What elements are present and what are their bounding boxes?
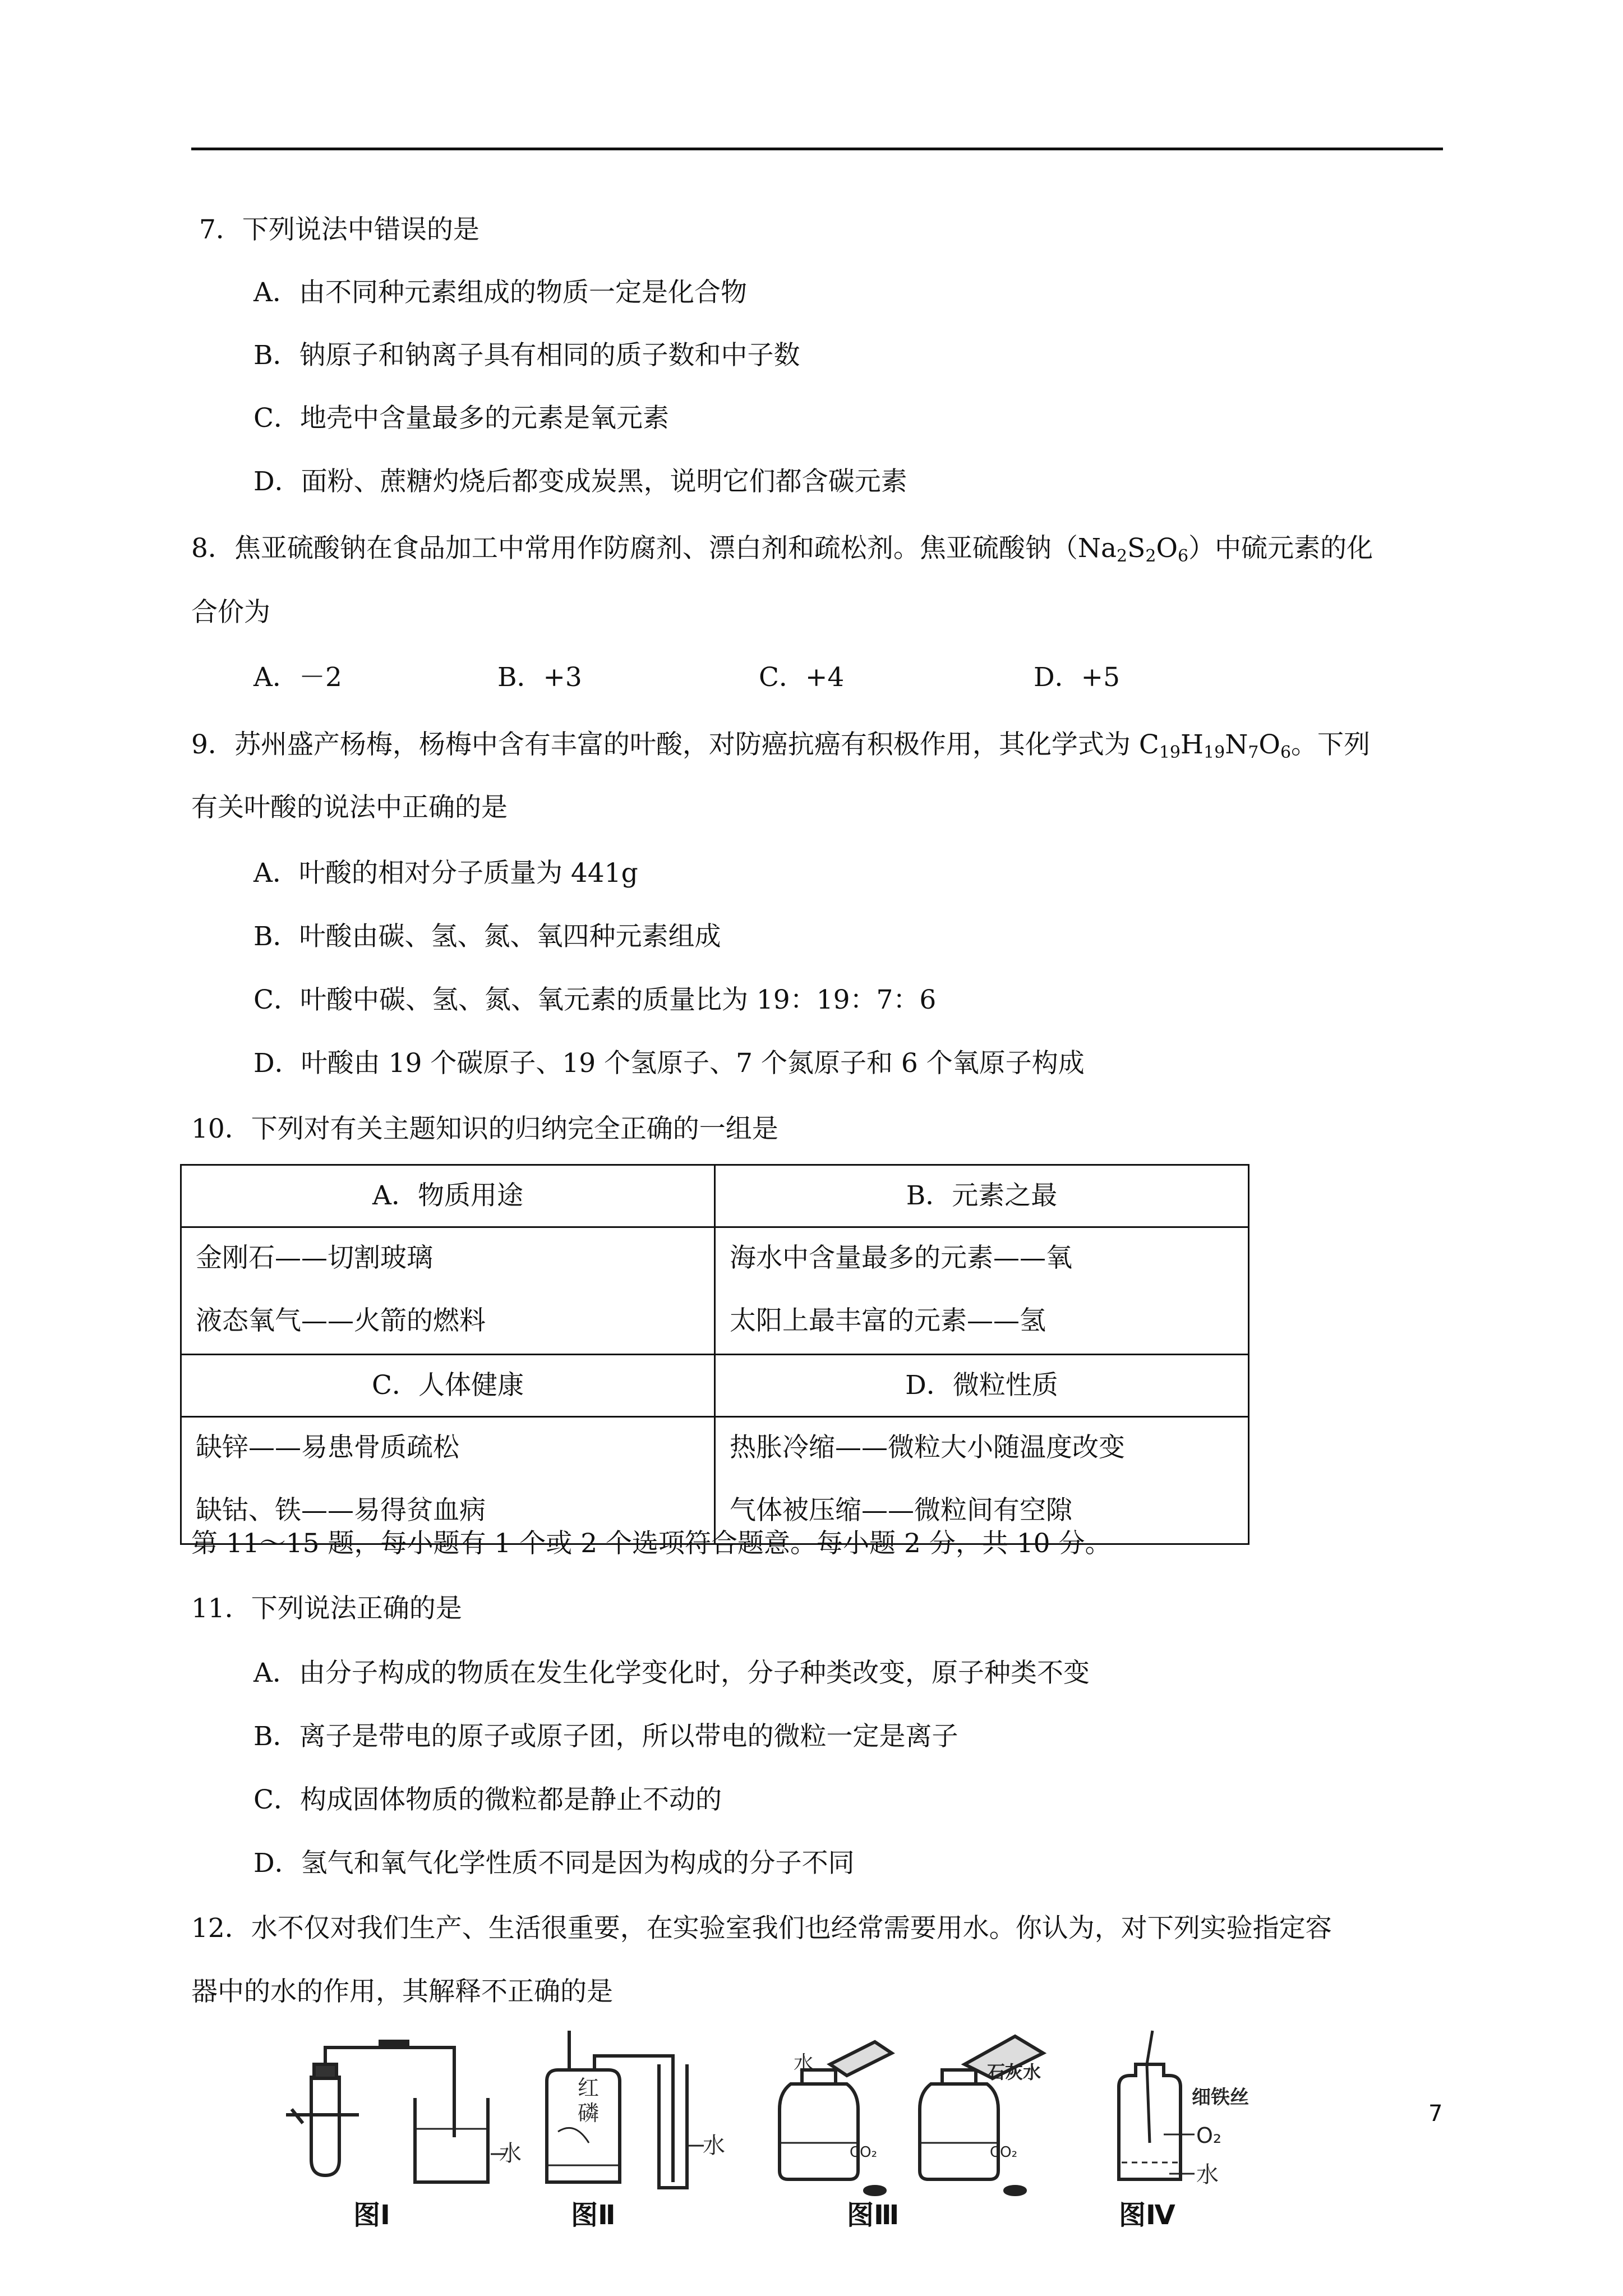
q8-stem: 8．焦亚硫酸钠在食品加工中常用作防腐剂、漂白剂和疏松剂。焦亚硫酸钠$(Na_2S_2O_6)$中硫元素的化 (191, 533, 1373, 566)
q11-option-c: C．构成固体物质的微粒都是静止不动的 (253, 1784, 722, 1815)
table-cell-d (715, 1417, 1249, 1544)
table-cell-d-line2: 气体被压缩——微粒间有空隙 (730, 1495, 1072, 1526)
table-cell-b-line2: 太阳上最丰富的元素——氢 (730, 1305, 1046, 1336)
q12-stem: 12．水不仅对我们生产、生活很重要，在实验室我们也经常需要用水。你认为，对下列实验指定容 (191, 1913, 1332, 1944)
table-cell-d-line1: 热胀冷缩——微粒大小随温度改变 (730, 1432, 1125, 1463)
q11-option-d: D．氢气和氧气化学性质不同是因为构成的分子不同 (253, 1848, 855, 1879)
q8-stem-line2: 合价为 (191, 597, 270, 628)
figure-3-co2-label: CO₂ (850, 2144, 878, 2161)
q9-stem: 9．苏州盛产杨梅，杨梅中含有丰富的叶酸，对防癌抗癌有积极作用，其化学式为 $C_{19}H_{19}N_7O_6$。下列 (191, 729, 1371, 762)
section-note: 第 11～15 题，每小题有 1 个或 2 个选项符合题意。每小题 2 分，共 10 分。 (191, 1528, 1112, 1559)
q8-option-c: C．+4 (759, 662, 845, 693)
q12-stem-line2: 器中的水的作用，其解释不正确的是 (191, 1976, 613, 2007)
table-cell-a-line2: 液态氧气——火箭的燃料 (196, 1305, 486, 1336)
figure-3b-diagram (903, 2031, 1082, 2193)
table-head-d: D．微粒性质 (715, 1355, 1249, 1417)
q9-option-c: C．叶酸中碳、氢、氮、氧元素的质量比为 19：19：7：6 (253, 984, 937, 1015)
q7-option-a: A．由不同种元素组成的物质一定是化合物 (253, 277, 747, 308)
figure-4-label: 图Ⅳ (1119, 2200, 1175, 2231)
q7-option-b: B．钠原子和钠离子具有相同的质子数和中子数 (253, 340, 800, 371)
q11-option-b: B．离子是带电的原子或原子团，所以带电的微粒一定是离子 (253, 1721, 958, 1752)
figure-1-label: 图Ⅰ (353, 2200, 390, 2231)
q11-stem: 11．下列说法正确的是 (191, 1593, 462, 1624)
figure-2-label: 图Ⅱ (571, 2200, 616, 2231)
q10-knowledge-table (180, 1164, 1249, 1545)
table-cell-c-line2: 缺钴、铁——易得贫血病 (196, 1495, 486, 1526)
q8-option-d: D．+5 (1034, 662, 1120, 693)
figure-2-diagram (524, 2031, 737, 2193)
q9-option-d: D．叶酸由 19 个碳原子、19 个氢原子、7 个氮原子和 6 个氧原子构成 (253, 1048, 1085, 1079)
figure-2-water-label: 水 (703, 2133, 725, 2159)
figure-2-phosphorus-label: 磷 (578, 2101, 600, 2125)
q7-option-d: D．面粉、蔗糖灼烧后都变成炭黑，说明它们都含碳元素 (253, 466, 907, 497)
table-cell-a (181, 1227, 715, 1355)
q8-option-a: A．－2 (253, 662, 342, 693)
table-cell-b (715, 1227, 1249, 1355)
table-head-a: A．物质用途 (181, 1165, 715, 1227)
q11-option-a: A．由分子构成的物质在发生化学变化时，分子种类改变，原子种类不变 (253, 1658, 1090, 1688)
q9-stem-line2: 有关叶酸的说法中正确的是 (191, 792, 508, 823)
table-head-c: C．人体健康 (181, 1355, 715, 1417)
figure-3-water-label: 水 (794, 2052, 814, 2075)
figure-3b-limewater-label: 石灰水 (987, 2062, 1041, 2083)
figure-1-diagram (269, 2031, 522, 2193)
figure-3b-co2-label: CO₂ (990, 2144, 1018, 2161)
figure-4-water-label: 水 (1196, 2162, 1219, 2188)
table-cell-c (181, 1417, 715, 1544)
figure-2-red-label: 红 (578, 2076, 600, 2100)
table-cell-a-line1: 金刚石——切割玻璃 (196, 1243, 433, 1273)
figure-1-water-label: 水 (499, 2141, 522, 2166)
figure-4-o2-label: O₂ (1196, 2123, 1222, 2148)
q9-option-a: A．叶酸的相对分子质量为 441g (253, 858, 638, 889)
header-rule (191, 148, 1443, 150)
figure-4-iron-wire-label: 细铁丝 (1192, 2086, 1249, 2109)
page-number: 7 (1428, 2101, 1443, 2127)
q8-option-b: B．+3 (497, 662, 582, 693)
table-cell-b-line1: 海水中含量最多的元素——氧 (730, 1243, 1072, 1273)
figure-3-label: 图Ⅲ (847, 2200, 900, 2231)
q7-option-c: C．地壳中含量最多的元素是氧元素 (253, 403, 669, 434)
q9-option-b: B．叶酸由碳、氢、氮、氧四种元素组成 (253, 921, 721, 952)
q10-stem: 10．下列对有关主题知识的归纳完全正确的一组是 (191, 1114, 778, 1144)
figure-4-diagram (1102, 2031, 1315, 2193)
q7-stem: 7．下列说法中错误的是 (199, 214, 479, 245)
table-head-b: B．元素之最 (715, 1165, 1249, 1227)
table-cell-c-line1: 缺锌——易患骨质疏松 (196, 1432, 459, 1463)
